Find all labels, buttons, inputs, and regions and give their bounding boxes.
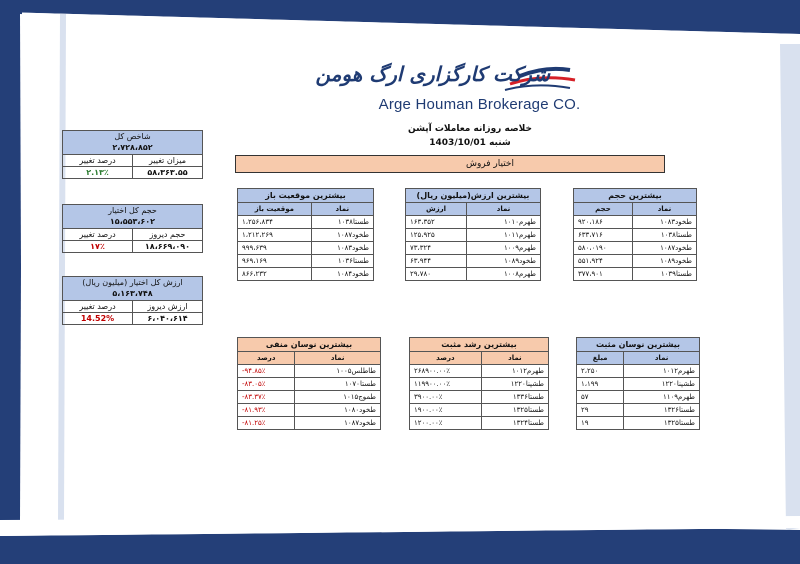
row-value: ۱۲۵،۹۲۵ — [406, 229, 467, 242]
col-value: موقعیت باز — [238, 203, 312, 216]
value-pct-value: 14.52% — [63, 312, 133, 324]
table-row — [410, 391, 549, 404]
col-value: مبلغ — [577, 352, 624, 365]
report-title: خلاصه روزانه معاملات آپشن — [408, 124, 532, 134]
col-value: درصد — [410, 352, 482, 365]
row-symbol: طخود۱۰۸۷ — [295, 417, 381, 430]
col-symbol: نماد — [624, 352, 700, 365]
table-row — [238, 229, 374, 242]
table-row — [238, 391, 381, 404]
index-change-value: ۵۸،۳۶۳.۵۵ — [133, 166, 202, 178]
row-symbol: طهرم۱۰۱۲ — [624, 365, 700, 378]
row-value: ۲۹ — [577, 404, 624, 417]
row-value: ۱۱۹۹۰۰.۰۰٪ — [410, 378, 482, 391]
top-open-interest-table — [237, 188, 374, 281]
row-symbol: طستا۱۰۳۹ — [632, 268, 696, 281]
row-value: -۸۱.۲۵٪ — [238, 417, 295, 430]
table-title: بیشترین حجم — [574, 189, 697, 203]
value-pct-label: درصد تغییر — [63, 300, 133, 312]
top-positive-fluctuation-table — [576, 337, 700, 430]
row-value: ۵۸۰،۰۱۹۰ — [574, 242, 633, 255]
row-value: ۱،۲۱۲،۲۶۹ — [238, 229, 312, 242]
row-symbol: طهرم۱۰۰۹ — [467, 242, 541, 255]
row-value: -۹۴.۸۵٪ — [238, 365, 295, 378]
row-symbol: طهرم۱۰۱۲ — [481, 365, 548, 378]
table-title: بیشترین ارزش(میلیون ریال) — [406, 189, 541, 203]
table-row — [410, 404, 549, 417]
row-symbol: طستا۱۰۳۸ — [632, 229, 696, 242]
row-symbol: طشپنا۱۲۲۰ — [624, 378, 700, 391]
table-row — [238, 378, 381, 391]
table-row — [406, 229, 541, 242]
table-row — [574, 255, 697, 268]
row-value: ۸۶۶،۲۳۲ — [238, 268, 312, 281]
row-symbol: طهرم۱۱۰۹ — [624, 391, 700, 404]
row-symbol: طهرم۱۰۱۰ — [467, 216, 541, 229]
col-symbol: نماد — [481, 352, 548, 365]
row-symbol: طستا۱۰۳۶ — [311, 255, 373, 268]
table-title: بیشترین موقعیت باز — [238, 189, 374, 203]
row-value: ۹۲۰،۱۸۶ — [574, 216, 633, 229]
row-value: ۷۳،۳۲۴ — [406, 242, 467, 255]
row-symbol: طخود۱۰۸۳ — [311, 242, 373, 255]
table-row — [238, 255, 374, 268]
table-title: بیشترین نوسان مثبت — [577, 338, 700, 352]
row-value: ۱،۲۵۶،۸۳۴ — [238, 216, 312, 229]
top-volume-table — [573, 188, 697, 281]
table-row — [410, 417, 549, 430]
volume-summary-box — [62, 204, 203, 253]
row-symbol: طخود۱۰۸۹ — [632, 255, 696, 268]
row-value: -۸۳.۳۷٪ — [238, 391, 295, 404]
row-symbol: طموج۱۰۱۵ — [295, 391, 381, 404]
left-navy-band — [0, 12, 22, 520]
value-summary-box — [62, 276, 203, 325]
row-value: ۱۲۰۰.۰۰٪ — [410, 417, 482, 430]
row-symbol: طهرم۱۰۱۱ — [467, 229, 541, 242]
row-symbol: طاطلس۱۰۰۵ — [295, 365, 381, 378]
row-value: ۲۶۸۹۰۰.۰۰٪ — [410, 365, 482, 378]
col-symbol: نماد — [632, 203, 696, 216]
row-value: ۶۳۳،۷۱۶ — [574, 229, 633, 242]
row-value: ۵۵۱،۹۲۴ — [574, 255, 633, 268]
row-value: ۱۹ — [577, 417, 624, 430]
volume-label: حجم کل اختیار — [63, 205, 202, 216]
row-value: ۲،۲۵۰ — [577, 365, 624, 378]
col-symbol: نماد — [467, 203, 541, 216]
value-label: ارزش کل اختیار (میلیون ریال) — [63, 277, 202, 288]
top-positive-growth-table — [409, 337, 549, 430]
table-row — [406, 255, 541, 268]
table-row — [577, 404, 700, 417]
row-symbol: طخود۱۰۸۷ — [311, 229, 373, 242]
table-row — [406, 242, 541, 255]
table-row — [574, 229, 697, 242]
brand-name-fa: شرکت کارگزاری ارگ هومن — [315, 62, 550, 86]
value-prev-value: ۶،۰۴۰،۶۱۴ — [133, 312, 202, 324]
row-value: ۱،۱۹۹ — [577, 378, 624, 391]
col-value: ارزش — [406, 203, 467, 216]
table-title: بیشترین رشد مثبت — [410, 338, 549, 352]
top-value-table — [405, 188, 541, 281]
brand-name-en: Arge Houman Brokerage CO. — [378, 96, 581, 113]
row-value: ۱۶۳،۳۵۲ — [406, 216, 467, 229]
row-symbol: طستا۱۳۲۵ — [481, 404, 548, 417]
index-label: شاخص کل — [63, 131, 202, 142]
row-value: ۱۹۰۰.۰۰٪ — [410, 404, 482, 417]
section-title: اختیار فروش — [235, 155, 665, 173]
table-row — [238, 365, 381, 378]
table-row — [577, 391, 700, 404]
row-value: -۸۳.۰۵٪ — [238, 378, 295, 391]
row-value: ۳۷۷،۹۰۱ — [574, 268, 633, 281]
table-row — [238, 404, 381, 417]
volume-prev-label: حجم دیروز — [133, 228, 202, 240]
row-symbol: طهرم۱۰۰۸ — [467, 268, 541, 281]
table-row — [238, 417, 381, 430]
table-row — [574, 242, 697, 255]
table-row — [574, 268, 697, 281]
value-prev-label: ارزش دیروز — [133, 300, 202, 312]
volume-pct-label: درصد تغییر — [63, 228, 133, 240]
row-symbol: طخود۱۰۸۷ — [632, 242, 696, 255]
table-row — [406, 216, 541, 229]
value-value: ۵،۱۶۳،۷۴۸ — [63, 288, 202, 300]
row-value: ۳۹۰۰.۰۰٪ — [410, 391, 482, 404]
row-value: ۹۹۹،۶۳۹ — [238, 242, 312, 255]
table-title: بیشترین نوسان منفی — [238, 338, 381, 352]
table-row — [238, 242, 374, 255]
table-row — [410, 378, 549, 391]
row-symbol: طستا۱۳۲۴ — [481, 417, 548, 430]
volume-value: ۱۵،۵۵۳،۶۰۲ — [63, 216, 202, 228]
table-row — [574, 216, 697, 229]
table-row — [577, 365, 700, 378]
row-value: ۵۷ — [577, 391, 624, 404]
report-date: شنبه 1403/10/01 — [429, 138, 511, 148]
volume-prev-value: ۱۸،۶۶۹،۰۹۰ — [133, 240, 202, 252]
table-row — [577, 378, 700, 391]
table-row — [406, 268, 541, 281]
table-row — [410, 365, 549, 378]
index-pct-value: ۲.۱۳٪ — [63, 166, 133, 178]
table-row — [238, 216, 374, 229]
top-negative-fluctuation-table — [237, 337, 381, 430]
index-value: ۲،۷۲۸،۸۵۲ — [63, 142, 202, 154]
index-pct-label: درصد تغییر — [63, 154, 133, 166]
row-symbol: طستا۱۳۳۶ — [481, 391, 548, 404]
row-symbol: طخود۱۰۸۳ — [632, 216, 696, 229]
row-symbol: طستا۱۰۳۸ — [311, 216, 373, 229]
index-change-label: میزان تغییر — [133, 154, 202, 166]
row-symbol: طستا۱۰۷۰ — [295, 378, 381, 391]
row-symbol: طستا۱۳۲۶ — [624, 404, 700, 417]
table-row — [238, 268, 374, 281]
volume-pct-value: ۱۷٪ — [63, 240, 133, 252]
row-symbol: طخود۱۰۸۹ — [467, 255, 541, 268]
row-value: ۲۹،۷۸۰ — [406, 268, 467, 281]
index-summary-box — [62, 130, 203, 179]
col-value: درصد — [238, 352, 295, 365]
col-symbol: نماد — [311, 203, 373, 216]
col-value: حجم — [574, 203, 633, 216]
row-value: -۸۱.۹۳٪ — [238, 404, 295, 417]
row-value: ۹۶۹،۱۶۹ — [238, 255, 312, 268]
table-row — [577, 417, 700, 430]
row-symbol: طخود۱۰۸۰ — [295, 404, 381, 417]
col-symbol: نماد — [295, 352, 381, 365]
row-symbol: طخود۱۰۸۴ — [311, 268, 373, 281]
row-symbol: طشپنا۱۲۲۰ — [481, 378, 548, 391]
row-symbol: طستا۱۳۲۵ — [624, 417, 700, 430]
row-value: ۶۳،۹۴۴ — [406, 255, 467, 268]
